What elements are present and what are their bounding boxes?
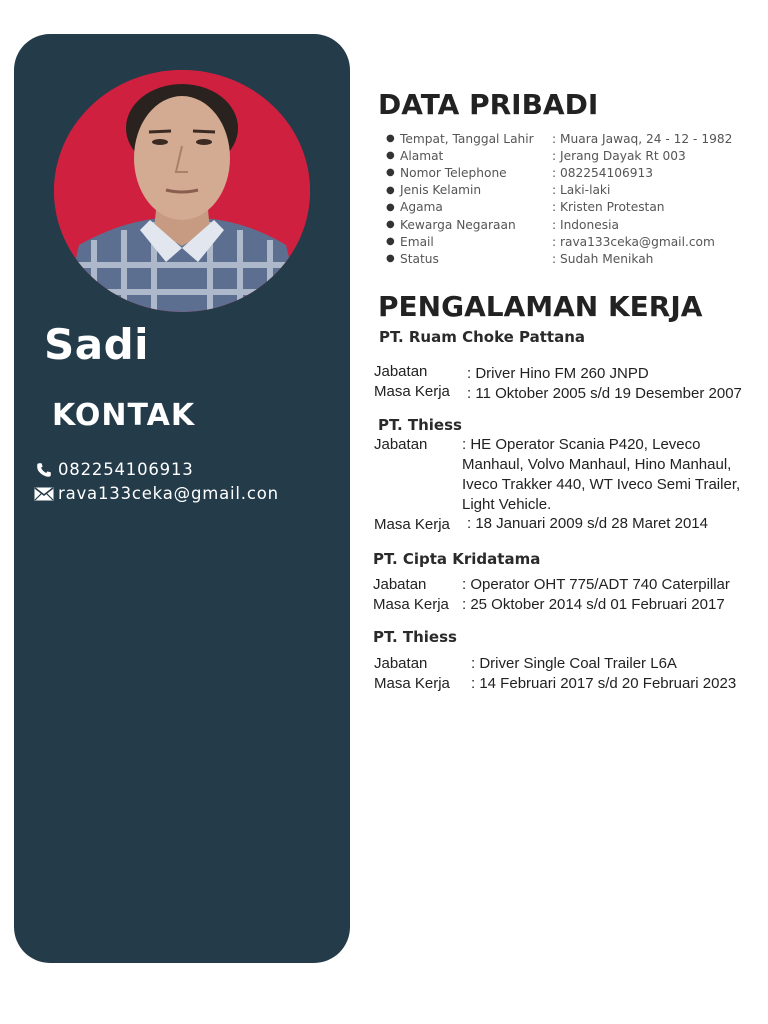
bullet-icon: ● (386, 184, 395, 196)
personal-value[interactable]: : rava133ceka@gmail.com (552, 234, 715, 249)
personal-value: : 082254106913 (552, 165, 654, 180)
list-item (386, 130, 732, 147)
personal-data-list (386, 130, 732, 268)
bullet-icon: ● (386, 150, 395, 162)
envelope-icon (34, 485, 54, 503)
position-label: Jabatan (374, 655, 428, 672)
period-value: : 11 Oktober 2005 s/d 19 Desember 2007 (467, 385, 742, 402)
job-position-row (374, 362, 649, 382)
contact-heading: KONTAK (52, 398, 196, 433)
company-name: PT. Thiess (373, 628, 457, 646)
list-item (386, 182, 732, 199)
job-position-row (374, 654, 677, 674)
contact-email[interactable] (34, 484, 279, 503)
sidebar (14, 34, 350, 963)
list-item (386, 199, 732, 216)
personal-value: : Laki-laki (552, 183, 611, 198)
contact-phone[interactable] (34, 460, 194, 479)
period-label: Masa Kerja (373, 596, 449, 613)
profile-name: Sadi (44, 320, 150, 369)
period-value: : 25 Oktober 2014 s/d 01 Februari 2017 (462, 596, 725, 613)
phone-icon (34, 461, 54, 479)
company-name: PT. Thiess (378, 416, 462, 434)
contact-email-text: rava133ceka@gmail.con (58, 484, 279, 503)
list-item (386, 164, 732, 181)
job-period-row (374, 515, 708, 535)
job-period-row (374, 382, 742, 402)
personal-value: : Sudah Menikah (552, 251, 654, 266)
job-position-row (373, 575, 730, 595)
period-value: : 18 Januari 2009 s/d 28 Maret 2014 (467, 515, 708, 532)
personal-label: Kewarga Negaraan (400, 217, 516, 232)
personal-label: Status (400, 251, 439, 266)
bullet-icon: ● (386, 253, 395, 265)
list-item (386, 147, 732, 164)
personal-label: Alamat (400, 148, 444, 163)
period-label: Masa Kerja (374, 383, 450, 400)
personal-label: Email (400, 234, 434, 249)
company-name: PT. Ruam Choke Pattana (379, 328, 586, 346)
personal-value: : Jerang Dayak Rt 003 (552, 148, 686, 163)
personal-value: : Kristen Protestan (552, 200, 665, 215)
position-value: : HE Operator Scania P420, Leveco Manhaul, Volvo Manhaul, Hino Manhaul, Iveco Trakker 440, WT Iveco Semi Trailer, Light Vehicle. (462, 436, 741, 513)
list-item (386, 233, 732, 250)
position-value: : Driver Hino FM 260 JNPD (467, 365, 649, 382)
bullet-icon: ● (386, 167, 395, 179)
job-period-row (373, 595, 725, 615)
personal-value: : Muara Jawaq, 24 - 12 - 1982 (552, 131, 733, 146)
personal-value: : Indonesia (552, 217, 619, 232)
position-value: : Operator OHT 775/ADT 740 Caterpillar (462, 576, 730, 593)
bullet-icon: ● (386, 201, 395, 213)
contact-phone-text: 082254106913 (58, 460, 194, 479)
position-label: Jabatan (373, 576, 427, 593)
list-item (386, 216, 732, 233)
job-period-row (374, 674, 736, 694)
job-position-row (374, 435, 758, 515)
personal-label: Tempat, Tanggal Lahir (400, 131, 534, 146)
position-label: Jabatan (374, 363, 428, 380)
profile-photo (54, 70, 310, 312)
company-name: PT. Cipta Kridatama (373, 550, 541, 568)
personal-label: Agama (400, 200, 443, 215)
position-value: : Driver Single Coal Trailer L6A (471, 655, 677, 672)
bullet-icon: ● (386, 133, 395, 145)
bullet-icon: ● (386, 236, 395, 248)
personal-label: Nomor Telephone (400, 165, 507, 180)
position-label: Jabatan (374, 436, 428, 453)
period-label: Masa Kerja (374, 675, 450, 692)
period-value: : 14 Februari 2017 s/d 20 Februari 2023 (471, 675, 737, 692)
work-experience-heading: PENGALAMAN KERJA (378, 290, 703, 323)
personal-data-heading: DATA PRIBADI (378, 88, 599, 121)
personal-label: Jenis Kelamin (400, 183, 482, 198)
list-item (386, 250, 732, 267)
period-label: Masa Kerja (374, 516, 450, 533)
bullet-icon: ● (386, 219, 395, 231)
main-content (372, 0, 762, 1024)
